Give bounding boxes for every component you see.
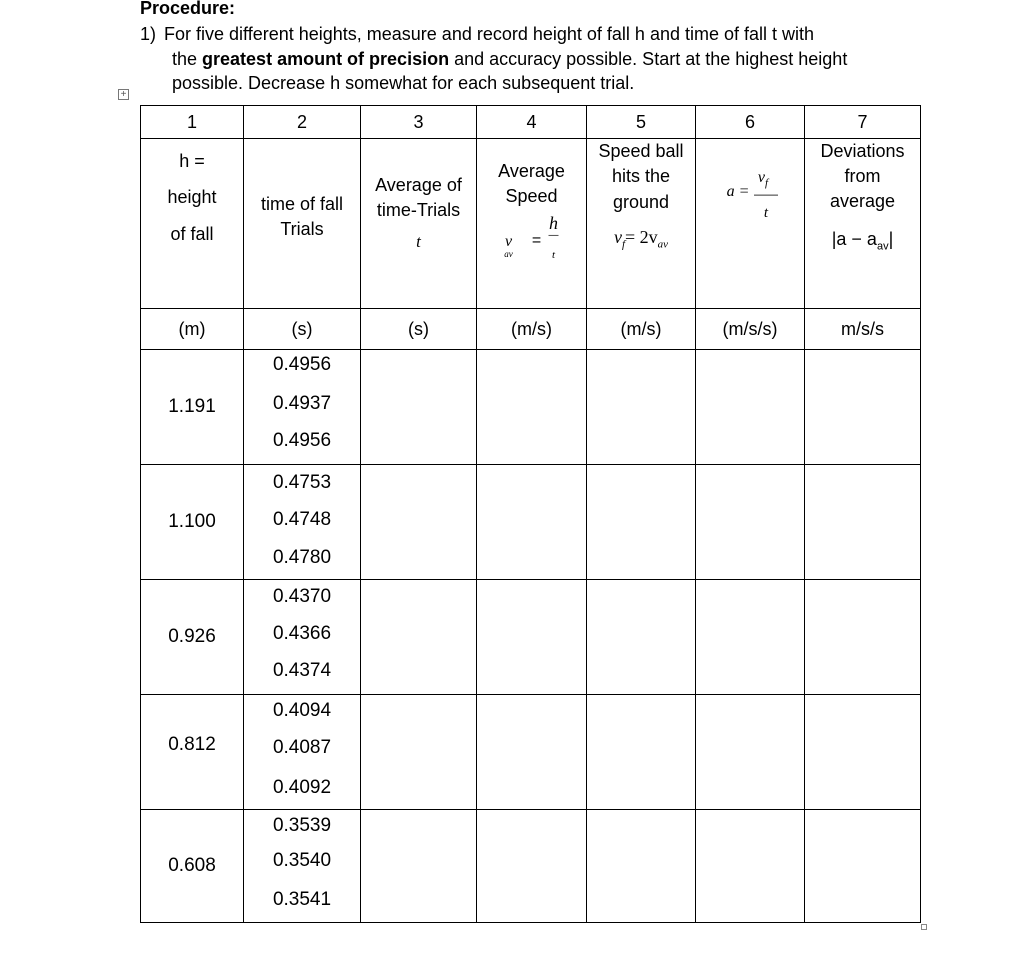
empty-cell[interactable] [587, 465, 696, 580]
trials-cell: 0.4370 0.4366 0.4374 [244, 580, 361, 695]
height-cell: 0.812 [141, 695, 244, 810]
empty-cell[interactable] [805, 350, 921, 465]
col-number: 6 [696, 106, 805, 139]
empty-cell[interactable] [361, 810, 477, 923]
empty-cell[interactable] [805, 695, 921, 810]
fraction-bar: — [548, 230, 559, 241]
unit-label: (m/s) [587, 309, 696, 350]
empty-cell[interactable] [587, 580, 696, 695]
header-row [141, 139, 921, 309]
step-line-3: possible. Decrease h somewhat for each subsequent trial. [172, 73, 635, 93]
procedure-heading: Procedure: [140, 0, 236, 18]
empty-cell[interactable] [696, 810, 805, 923]
unit-label: (s) [244, 309, 361, 350]
table-move-handle-icon[interactable]: + [118, 89, 129, 100]
col-number: 1 [141, 106, 244, 139]
empty-cell[interactable] [361, 465, 477, 580]
table-row [141, 580, 921, 695]
empty-cell[interactable] [477, 580, 587, 695]
col-number: 4 [477, 106, 587, 139]
header-time-trials: time of fall Trials [244, 139, 361, 309]
unit-label: (m) [141, 309, 244, 350]
empty-cell[interactable] [477, 695, 587, 810]
header-acceleration: a = $v_f$ —— t [696, 139, 805, 309]
trials-cell: 0.4956 0.4937 0.4956 [244, 350, 361, 465]
col-number: 2 [244, 106, 361, 139]
height-cell: 0.608 [141, 810, 244, 923]
empty-cell[interactable] [696, 695, 805, 810]
trials-cell: 0.4094 0.4087 0.4092 [244, 695, 361, 810]
col-number: 7 [805, 106, 921, 139]
empty-cell[interactable] [587, 695, 696, 810]
empty-cell[interactable] [696, 580, 805, 695]
fraction-bar: —— [754, 187, 778, 201]
empty-cell[interactable] [477, 465, 587, 580]
step-number: 1) [140, 24, 157, 44]
trials-cell: 0.3539 0.3540 0.3541 [244, 810, 361, 923]
empty-cell[interactable] [696, 350, 805, 465]
unit-label: m/s/s [805, 309, 921, 350]
step-line-1: For five different heights, measure and record height of fall h and time of fall t with [164, 24, 815, 44]
empty-cell[interactable] [361, 350, 477, 465]
trials-cell: 0.4753 0.4748 0.4780 [244, 465, 361, 580]
height-cell: 1.191 [141, 350, 244, 465]
unit-label: (m/s/s) [696, 309, 805, 350]
table-row [141, 465, 921, 580]
header-average-time: Average of time-Trials t [361, 139, 477, 309]
col-number: 3 [361, 106, 477, 139]
empty-cell[interactable] [587, 810, 696, 923]
empty-cell[interactable] [696, 465, 805, 580]
empty-cell[interactable] [361, 580, 477, 695]
step-text [164, 22, 892, 96]
header-speed-ground: Speed ball hits the ground $v_f= 2v_{av}$ [587, 139, 696, 309]
empty-cell[interactable] [361, 695, 477, 810]
header-deviations: Deviations from average $|a - a_{av}|$ [805, 139, 921, 309]
empty-cell[interactable] [477, 810, 587, 923]
table-resize-handle[interactable] [921, 924, 927, 930]
unit-label: (s) [361, 309, 477, 350]
table-row [141, 810, 921, 923]
height-cell: 1.100 [141, 465, 244, 580]
empty-cell[interactable] [477, 350, 587, 465]
empty-cell[interactable] [805, 810, 921, 923]
emphasis-precision: greatest amount of precision [202, 48, 450, 69]
height-cell: 0.926 [141, 580, 244, 695]
header-average-speed: Average Speed h v = av — t [477, 139, 587, 309]
col-number: 5 [587, 106, 696, 139]
empty-cell[interactable] [587, 350, 696, 465]
step-line-2: the greatest amount of precision and accuracy possible. Start at the highest height [172, 48, 848, 69]
units-row [141, 309, 921, 350]
empty-cell[interactable] [805, 465, 921, 580]
unit-label: (m/s) [477, 309, 587, 350]
column-number-row [141, 106, 921, 139]
data-table [140, 105, 921, 923]
empty-cell[interactable] [805, 580, 921, 695]
table-row [141, 695, 921, 810]
table-row [141, 350, 921, 465]
header-height: h = height of fall [141, 139, 244, 309]
